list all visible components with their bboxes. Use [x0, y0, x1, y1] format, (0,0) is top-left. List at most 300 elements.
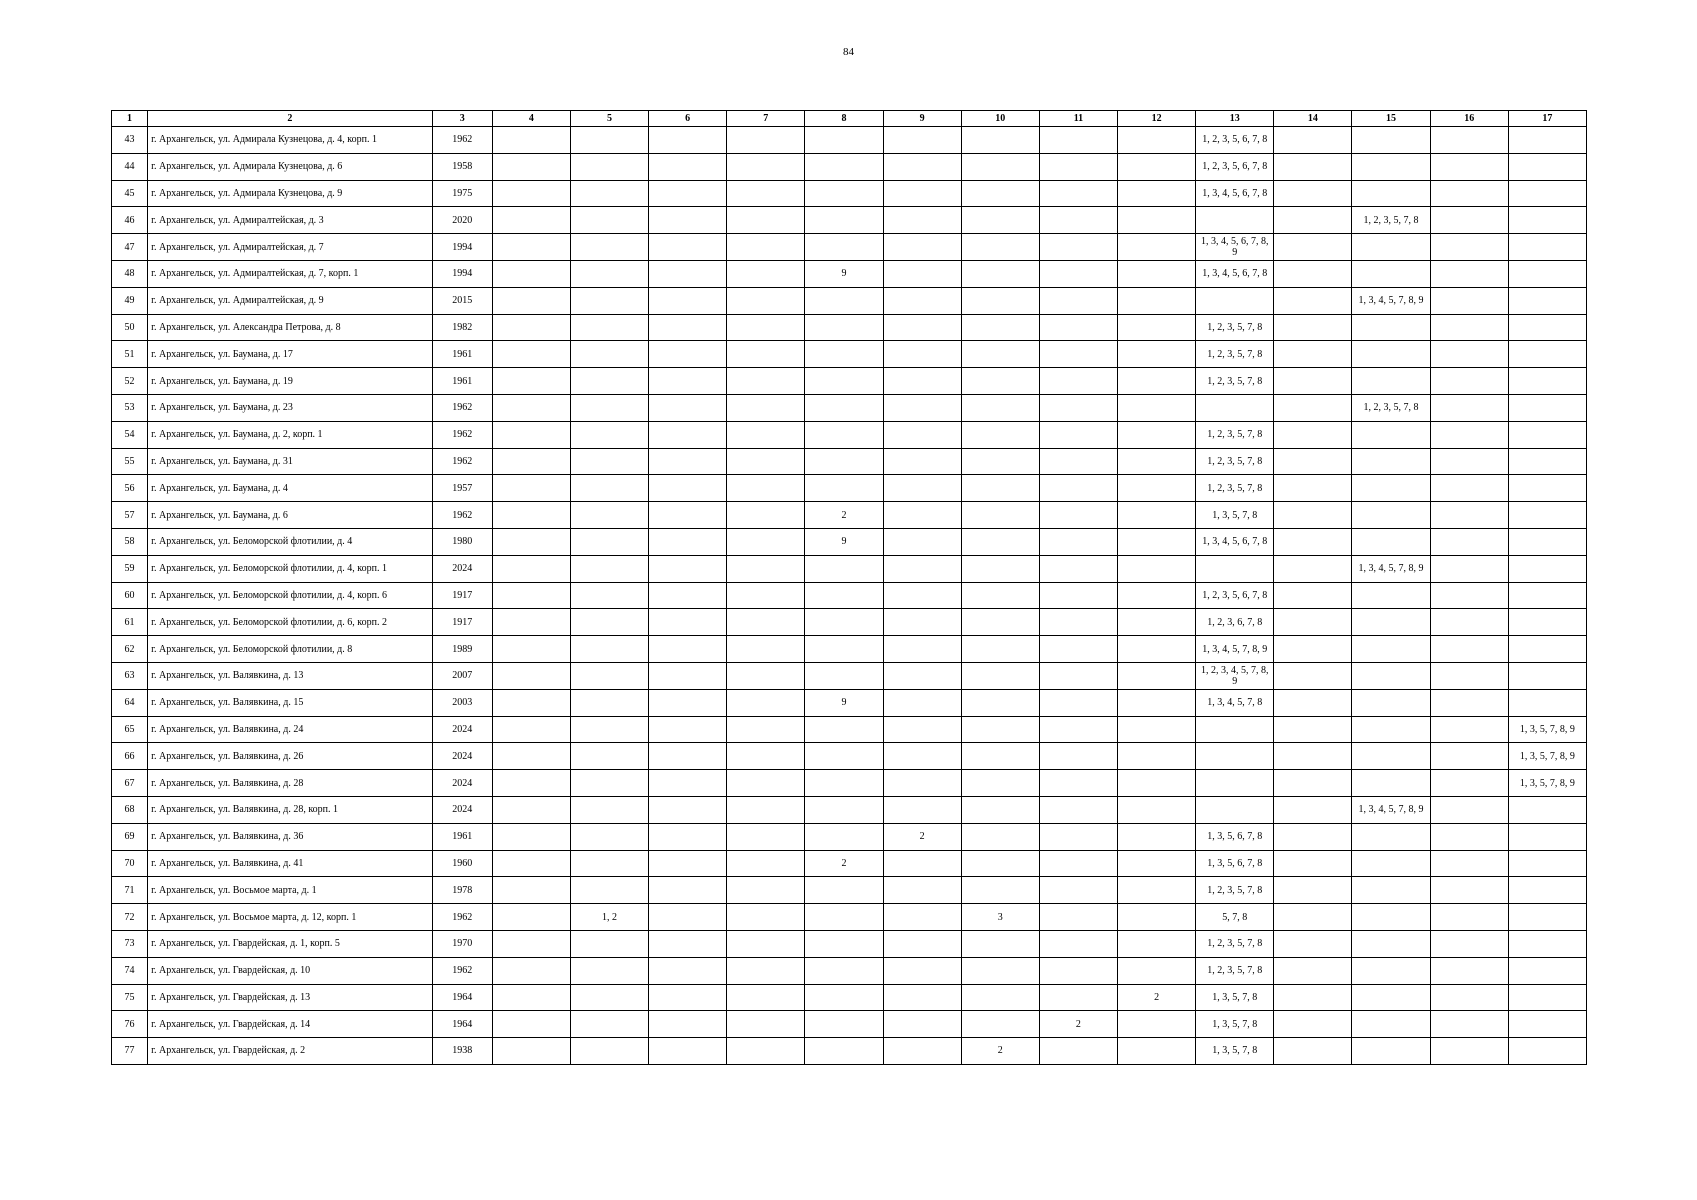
table-cell — [727, 984, 805, 1011]
table-cell — [1508, 341, 1586, 368]
table-cell — [961, 957, 1039, 984]
table-cell — [1118, 287, 1196, 314]
table-cell — [1508, 689, 1586, 716]
table-cell — [1274, 287, 1352, 314]
year-cell: 1970 — [432, 930, 492, 957]
year-cell: 2024 — [432, 796, 492, 823]
table-cell — [492, 770, 570, 797]
table-cell — [805, 368, 883, 395]
table-cell — [649, 770, 727, 797]
year-cell: 1964 — [432, 1011, 492, 1038]
table-cell — [649, 743, 727, 770]
table-cell — [805, 180, 883, 207]
row-number-cell: 62 — [112, 636, 148, 663]
table-cell — [1430, 796, 1508, 823]
table-cell — [961, 716, 1039, 743]
table-cell — [727, 662, 805, 689]
table-cell — [727, 555, 805, 582]
table-cell — [1508, 636, 1586, 663]
table-cell — [961, 823, 1039, 850]
table-cell: 2 — [805, 502, 883, 529]
table-cell — [883, 662, 961, 689]
table-cell — [1430, 341, 1508, 368]
table-cell — [1118, 957, 1196, 984]
table-cell — [1430, 984, 1508, 1011]
table-cell — [1430, 287, 1508, 314]
table-cell — [492, 984, 570, 1011]
table-cell — [492, 448, 570, 475]
table-cell — [649, 689, 727, 716]
year-cell: 1961 — [432, 823, 492, 850]
table-row — [112, 368, 1587, 395]
table-cell — [570, 394, 648, 421]
table-cell — [727, 502, 805, 529]
row-number-cell: 66 — [112, 743, 148, 770]
table-cell — [961, 555, 1039, 582]
year-cell: 2024 — [432, 555, 492, 582]
table-cell — [649, 421, 727, 448]
table-cell: 2 — [883, 823, 961, 850]
row-number-cell: 65 — [112, 716, 148, 743]
table-cell — [727, 609, 805, 636]
table-cell — [1274, 260, 1352, 287]
table-cell — [570, 930, 648, 957]
year-cell: 1962 — [432, 421, 492, 448]
table-cell — [570, 314, 648, 341]
table-cell — [961, 770, 1039, 797]
year-cell: 1962 — [432, 448, 492, 475]
table-cell — [1508, 796, 1586, 823]
table-cell — [1118, 609, 1196, 636]
table-cell — [883, 153, 961, 180]
table-row — [112, 180, 1587, 207]
table-cell — [649, 877, 727, 904]
table-cell — [883, 770, 961, 797]
row-number-cell: 58 — [112, 528, 148, 555]
table-cell: 1, 2, 3, 5, 7, 8 — [1196, 877, 1274, 904]
address-cell: г. Архангельск, ул. Гвардейская, д. 10 — [148, 957, 433, 984]
column-header: 14 — [1274, 111, 1352, 127]
table-cell: 1, 2, 3, 5, 7, 8 — [1196, 341, 1274, 368]
table-cell — [649, 957, 727, 984]
table-cell — [961, 636, 1039, 663]
table-cell — [1274, 796, 1352, 823]
table-cell — [805, 877, 883, 904]
table-cell: 1, 3, 5, 7, 8 — [1196, 1038, 1274, 1065]
table-cell — [1508, 421, 1586, 448]
address-cell: г. Архангельск, ул. Адмирала Кузнецова, д. 6 — [148, 153, 433, 180]
table-cell — [883, 1011, 961, 1038]
table-cell — [727, 743, 805, 770]
table-cell — [1039, 528, 1117, 555]
table-cell — [883, 850, 961, 877]
table-cell — [649, 582, 727, 609]
table-cell — [1352, 475, 1430, 502]
table-cell — [1274, 421, 1352, 448]
table-cell — [1430, 368, 1508, 395]
table-cell: 1, 3, 5, 7, 8 — [1196, 984, 1274, 1011]
table-cell — [805, 127, 883, 154]
year-cell: 2024 — [432, 743, 492, 770]
table-cell — [727, 904, 805, 931]
table-cell — [1274, 127, 1352, 154]
table-cell — [883, 368, 961, 395]
column-header: 7 — [727, 111, 805, 127]
table-cell — [1352, 770, 1430, 797]
address-cell: г. Архангельск, ул. Восьмое марта, д. 12, корп. 1 — [148, 904, 433, 931]
table-cell — [727, 850, 805, 877]
table-cell — [649, 823, 727, 850]
table-cell — [883, 582, 961, 609]
table-cell — [649, 153, 727, 180]
table-cell — [1196, 207, 1274, 234]
table-cell: 1, 2, 3, 5, 6, 7, 8 — [1196, 582, 1274, 609]
table-cell — [883, 877, 961, 904]
table-cell — [570, 796, 648, 823]
table-cell — [1274, 234, 1352, 261]
table-cell — [961, 234, 1039, 261]
table-cell — [1508, 957, 1586, 984]
address-cell: г. Архангельск, ул. Беломорской флотилии, д. 4, корп. 6 — [148, 582, 433, 609]
address-cell: г. Архангельск, ул. Валявкина, д. 41 — [148, 850, 433, 877]
table-cell — [1352, 957, 1430, 984]
table-cell — [570, 260, 648, 287]
address-cell: г. Архангельск, ул. Адмирала Кузнецова, д. 9 — [148, 180, 433, 207]
table-cell — [492, 180, 570, 207]
table-cell — [1508, 662, 1586, 689]
table-cell — [570, 475, 648, 502]
table-cell — [1196, 796, 1274, 823]
table-row — [112, 689, 1587, 716]
table-cell — [492, 662, 570, 689]
table-cell — [1118, 823, 1196, 850]
address-cell: г. Архангельск, ул. Беломорской флотилии, д. 4 — [148, 528, 433, 555]
address-cell: г. Архангельск, ул. Валявкина, д. 15 — [148, 689, 433, 716]
table-cell — [492, 287, 570, 314]
table-cell — [649, 502, 727, 529]
table-cell — [1118, 448, 1196, 475]
table-cell — [727, 368, 805, 395]
table-cell — [961, 448, 1039, 475]
table-cell — [1274, 368, 1352, 395]
table-cell: 2 — [1039, 1011, 1117, 1038]
table-cell — [1274, 609, 1352, 636]
table-cell — [649, 662, 727, 689]
table-cell — [727, 1038, 805, 1065]
column-header: 5 — [570, 111, 648, 127]
row-number-cell: 57 — [112, 502, 148, 529]
table-cell — [961, 743, 1039, 770]
table-cell — [727, 716, 805, 743]
table-cell — [1508, 904, 1586, 931]
table-cell: 9 — [805, 528, 883, 555]
row-number-cell: 74 — [112, 957, 148, 984]
table-cell — [1508, 1038, 1586, 1065]
table-cell — [570, 662, 648, 689]
table-cell — [570, 770, 648, 797]
table-cell — [961, 260, 1039, 287]
table-row — [112, 528, 1587, 555]
table-cell — [649, 984, 727, 1011]
table-cell — [883, 957, 961, 984]
table-cell — [1118, 877, 1196, 904]
table-cell — [492, 555, 570, 582]
table-cell — [570, 448, 648, 475]
address-cell: г. Архангельск, ул. Адмиралтейская, д. 7 — [148, 234, 433, 261]
table-cell — [1039, 421, 1117, 448]
table-cell: 1, 2, 3, 5, 7, 8 — [1352, 207, 1430, 234]
table-cell — [805, 716, 883, 743]
address-cell: г. Архангельск, ул. Гвардейская, д. 13 — [148, 984, 433, 1011]
table-cell — [1196, 394, 1274, 421]
table-cell — [570, 528, 648, 555]
row-number-cell: 47 — [112, 234, 148, 261]
row-number-cell: 71 — [112, 877, 148, 904]
table-cell — [1508, 287, 1586, 314]
table-cell — [727, 127, 805, 154]
table-row — [112, 234, 1587, 261]
table-cell — [883, 287, 961, 314]
table-cell — [961, 609, 1039, 636]
table-cell — [492, 207, 570, 234]
table-cell — [883, 234, 961, 261]
table-cell — [805, 1011, 883, 1038]
year-cell: 1975 — [432, 180, 492, 207]
table-cell — [1352, 341, 1430, 368]
address-cell: г. Архангельск, ул. Валявкина, д. 24 — [148, 716, 433, 743]
table-cell — [1430, 770, 1508, 797]
table-cell — [1118, 1038, 1196, 1065]
row-number-cell: 60 — [112, 582, 148, 609]
table-cell — [1039, 930, 1117, 957]
table-cell — [649, 555, 727, 582]
year-cell: 1978 — [432, 877, 492, 904]
table-cell — [570, 368, 648, 395]
table-cell — [727, 234, 805, 261]
table-cell — [1274, 153, 1352, 180]
year-cell: 1989 — [432, 636, 492, 663]
table-cell: 1, 2, 3, 5, 6, 7, 8 — [1196, 127, 1274, 154]
table-cell — [570, 207, 648, 234]
row-number-cell: 75 — [112, 984, 148, 1011]
table-cell: 1, 2, 3, 5, 7, 8 — [1352, 394, 1430, 421]
table-cell — [961, 368, 1039, 395]
table-row — [112, 421, 1587, 448]
table-cell — [1039, 823, 1117, 850]
column-header: 6 — [649, 111, 727, 127]
table-cell — [1274, 314, 1352, 341]
table-cell — [1274, 475, 1352, 502]
table-cell — [727, 1011, 805, 1038]
header-row — [112, 111, 1587, 127]
table-cell — [1430, 957, 1508, 984]
table-cell — [883, 904, 961, 931]
table-cell — [1352, 314, 1430, 341]
table-cell — [961, 421, 1039, 448]
table-cell — [883, 180, 961, 207]
table-cell — [570, 555, 648, 582]
table-cell — [1118, 555, 1196, 582]
table-cell — [961, 930, 1039, 957]
table-cell — [1508, 234, 1586, 261]
table-cell — [649, 1038, 727, 1065]
table-cell — [883, 984, 961, 1011]
table-cell: 1, 3, 4, 5, 7, 8 — [1196, 689, 1274, 716]
table-cell: 1, 3, 4, 5, 6, 7, 8, 9 — [1196, 234, 1274, 261]
table-cell: 1, 3, 5, 6, 7, 8 — [1196, 850, 1274, 877]
column-header: 9 — [883, 111, 961, 127]
table-cell — [1118, 743, 1196, 770]
year-cell: 2024 — [432, 716, 492, 743]
table-cell — [727, 689, 805, 716]
table-cell — [1352, 877, 1430, 904]
table-cell: 1, 3, 5, 6, 7, 8 — [1196, 823, 1274, 850]
table-cell — [1352, 850, 1430, 877]
table-cell — [883, 394, 961, 421]
table-cell — [1274, 716, 1352, 743]
column-header: 11 — [1039, 111, 1117, 127]
address-cell: г. Архангельск, ул. Валявкина, д. 28, корп. 1 — [148, 796, 433, 823]
table-cell: 2 — [961, 1038, 1039, 1065]
table-cell — [1430, 555, 1508, 582]
year-cell: 1994 — [432, 260, 492, 287]
table-cell — [649, 796, 727, 823]
table-cell — [1430, 850, 1508, 877]
table-cell — [805, 341, 883, 368]
table-cell — [805, 475, 883, 502]
table-row — [112, 662, 1587, 689]
table-row — [112, 1011, 1587, 1038]
table-cell — [492, 127, 570, 154]
row-number-cell: 44 — [112, 153, 148, 180]
table-cell — [1508, 877, 1586, 904]
table-cell — [805, 287, 883, 314]
table-cell — [805, 662, 883, 689]
table-cell — [1508, 127, 1586, 154]
address-cell: г. Архангельск, ул. Адмиралтейская, д. 7, корп. 1 — [148, 260, 433, 287]
table-cell — [961, 984, 1039, 1011]
table-cell — [1352, 368, 1430, 395]
year-cell: 1957 — [432, 475, 492, 502]
table-cell — [1039, 555, 1117, 582]
page-number: 84 — [843, 46, 854, 58]
table-cell — [1118, 662, 1196, 689]
table-cell — [492, 314, 570, 341]
table-cell — [1039, 475, 1117, 502]
table-cell — [1508, 475, 1586, 502]
table-cell — [961, 394, 1039, 421]
table-cell — [1352, 528, 1430, 555]
table-cell — [727, 421, 805, 448]
table-cell — [727, 636, 805, 663]
address-cell: г. Архангельск, ул. Баумана, д. 31 — [148, 448, 433, 475]
table-cell — [805, 823, 883, 850]
table-cell — [1430, 180, 1508, 207]
year-cell: 1958 — [432, 153, 492, 180]
table-cell — [883, 260, 961, 287]
table-cell — [1430, 609, 1508, 636]
table-cell — [1430, 528, 1508, 555]
table-cell — [1039, 394, 1117, 421]
table-cell — [1118, 421, 1196, 448]
table-cell — [1118, 636, 1196, 663]
table-cell — [1118, 770, 1196, 797]
year-cell: 1961 — [432, 341, 492, 368]
table-cell — [727, 930, 805, 957]
table-cell — [649, 314, 727, 341]
table-cell: 1, 2, 3, 5, 7, 8 — [1196, 448, 1274, 475]
table-cell — [805, 930, 883, 957]
column-header: 2 — [148, 111, 433, 127]
table-cell — [649, 341, 727, 368]
row-number-cell: 70 — [112, 850, 148, 877]
table-cell — [570, 636, 648, 663]
table-cell — [1274, 662, 1352, 689]
year-cell: 1980 — [432, 528, 492, 555]
table-cell — [961, 662, 1039, 689]
table-cell — [805, 770, 883, 797]
year-cell: 2024 — [432, 770, 492, 797]
table-cell — [805, 555, 883, 582]
table-cell: 1, 3, 5, 7, 8 — [1196, 502, 1274, 529]
table-cell — [570, 234, 648, 261]
table-cell — [1039, 716, 1117, 743]
address-cell: г. Архангельск, ул. Беломорской флотилии, д. 8 — [148, 636, 433, 663]
row-number-cell: 63 — [112, 662, 148, 689]
row-number-cell: 52 — [112, 368, 148, 395]
table-cell — [1352, 421, 1430, 448]
table-cell — [1352, 689, 1430, 716]
table-cell — [1118, 850, 1196, 877]
table-cell: 3 — [961, 904, 1039, 931]
table-cell — [570, 609, 648, 636]
table-cell: 5, 7, 8 — [1196, 904, 1274, 931]
table-row — [112, 207, 1587, 234]
table-cell — [1118, 234, 1196, 261]
table-cell: 1, 2, 3, 5, 7, 8 — [1196, 421, 1274, 448]
table-cell — [805, 904, 883, 931]
table-cell — [1039, 260, 1117, 287]
table-cell: 1, 3, 4, 5, 6, 7, 8 — [1196, 180, 1274, 207]
table-row — [112, 877, 1587, 904]
table-cell — [1039, 287, 1117, 314]
year-cell: 1917 — [432, 609, 492, 636]
table-cell — [883, 609, 961, 636]
table-cell — [649, 207, 727, 234]
table-cell — [649, 287, 727, 314]
table-cell: 1, 3, 4, 5, 7, 8, 9 — [1352, 555, 1430, 582]
table-row — [112, 582, 1587, 609]
table-cell — [727, 207, 805, 234]
table-row — [112, 609, 1587, 636]
table-cell — [492, 368, 570, 395]
table-cell: 1, 3, 4, 5, 7, 8, 9 — [1196, 636, 1274, 663]
table-cell: 1, 3, 5, 7, 8, 9 — [1508, 743, 1586, 770]
table-row — [112, 475, 1587, 502]
table-cell — [1508, 555, 1586, 582]
table-cell — [492, 743, 570, 770]
column-header: 17 — [1508, 111, 1586, 127]
table-cell — [1118, 528, 1196, 555]
table-cell — [1118, 153, 1196, 180]
table-cell — [1039, 850, 1117, 877]
table-cell — [883, 716, 961, 743]
table-row — [112, 743, 1587, 770]
table-row — [112, 260, 1587, 287]
table-cell — [961, 207, 1039, 234]
year-cell: 1962 — [432, 957, 492, 984]
table-cell — [1274, 636, 1352, 663]
